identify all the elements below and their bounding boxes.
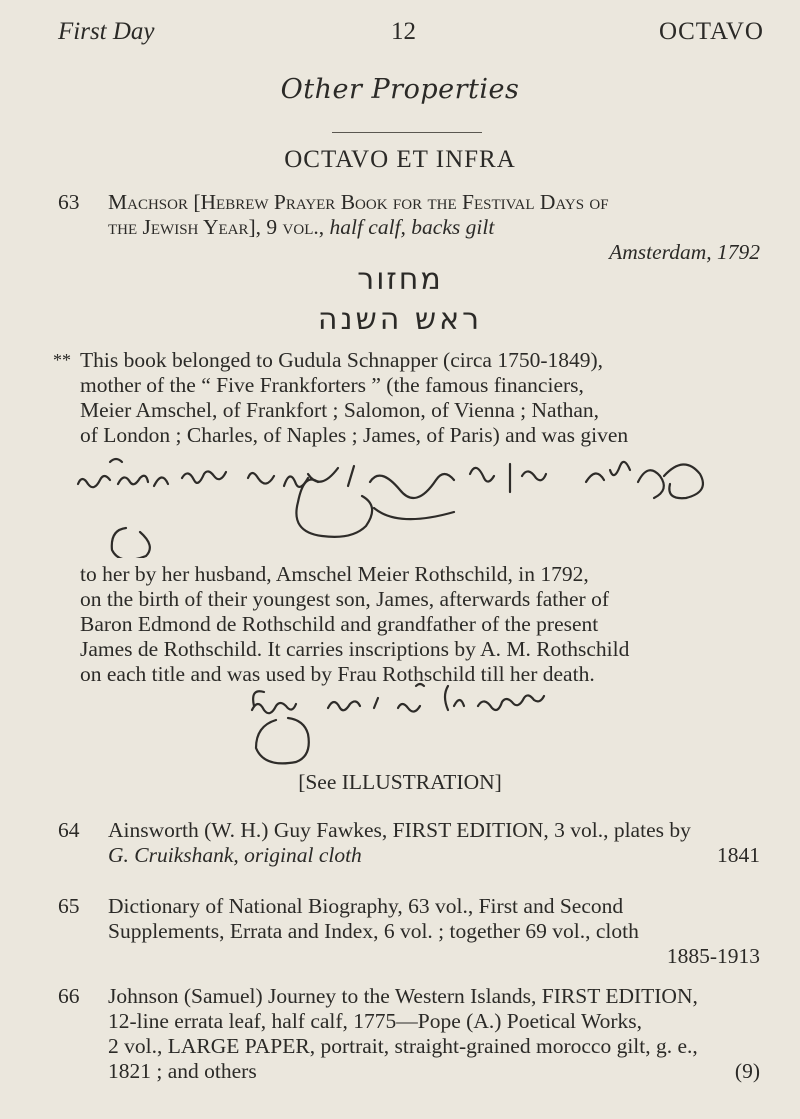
- title-rule: [332, 132, 482, 133]
- note-line: Meier Amschel, of Frankfort ; Salomon, of Vienna ; Nathan,: [80, 398, 599, 422]
- note-line: Baron Edmond de Rothschild and grandfather of the present: [80, 612, 599, 636]
- note-line: James de Rothschild. It carries inscriptions by A. M. Rothschild: [80, 637, 630, 661]
- handwritten-inscription: [248, 680, 668, 770]
- lot-date: 1841: [717, 843, 760, 867]
- hebrew-title-line: מחזור: [357, 262, 443, 297]
- lot-number: 63: [58, 190, 80, 214]
- note-line: to her by her husband, Amschel Meier Rothschild, in 1792,: [80, 562, 589, 586]
- note-line: on each title and was used by Frau Rothschild till her death.: [80, 662, 595, 686]
- note-marker: **: [53, 350, 71, 370]
- note-line: on the birth of their youngest son, James, afterwards father of: [80, 587, 609, 611]
- lot-title-line: Johnson (Samuel) Journey to the Western Islands, FIRST EDITION,: [108, 984, 698, 1008]
- handwritten-inscription: [70, 448, 710, 558]
- lot-title-line: Supplements, Errata and Index, 6 vol. ; together 69 vol., cloth: [108, 919, 639, 943]
- section-title: Other Properties: [280, 74, 520, 105]
- format-subtitle: OCTAVO ET INFRA: [284, 146, 516, 173]
- lot-binding: half calf, backs gilt: [329, 215, 495, 239]
- provenance-note: [53, 348, 760, 448]
- lot-number: 65: [58, 894, 80, 918]
- lot-title-line: 1821 ; and others: [108, 1059, 257, 1083]
- running-header: [58, 18, 764, 58]
- note-line: of London ; Charles, of Naples ; James, of Paris) and was given: [80, 423, 629, 447]
- hebrew-title-line: ראש השנה: [317, 302, 483, 337]
- page-number: 12: [391, 18, 416, 45]
- note-line: This book belonged to Gudula Schnapper (circa 1750-1849),: [80, 348, 604, 372]
- provenance-note-continued: [80, 562, 760, 687]
- lot-64: [58, 818, 760, 868]
- lot-title-line: Dictionary of National Biography, 63 vol., First and Second: [108, 894, 624, 918]
- lot-title-line: G. Cruikshank, original cloth: [108, 843, 362, 867]
- header-day: First Day: [58, 18, 155, 45]
- lot-66: [58, 984, 760, 1084]
- lot-title-line: 2 vol., LARGE PAPER, portrait, straight-grained morocco gilt, g. e.,: [108, 1034, 698, 1058]
- header-format: OCTAVO: [659, 18, 764, 45]
- lot-number: 66: [58, 984, 80, 1008]
- lot-65: [58, 894, 760, 969]
- illustration-reference: [See ILLUSTRATION]: [298, 770, 502, 794]
- lot-title-line: the Jewish Year], 9 vol.,: [108, 215, 330, 239]
- lot-title-line: Ainsworth (W. H.) Guy Fawkes, FIRST EDITION, 3 vol., plates by: [108, 818, 691, 842]
- lot-imprint: Amsterdam, 1792: [609, 240, 760, 264]
- lot-number: 64: [58, 818, 80, 842]
- lot-quantity: (9): [734, 1059, 760, 1083]
- note-line: mother of the “ Five Frankforters ” (the famous financiers,: [80, 373, 584, 397]
- lot-title-line: Machsor [Hebrew Prayer Book for the Festival Days of: [108, 190, 609, 214]
- lot-63: [58, 190, 760, 265]
- lot-date: 1885-1913: [666, 944, 760, 968]
- lot-title-line: 12-line errata leaf, half calf, 1775—Pope (A.) Poetical Works,: [108, 1009, 642, 1033]
